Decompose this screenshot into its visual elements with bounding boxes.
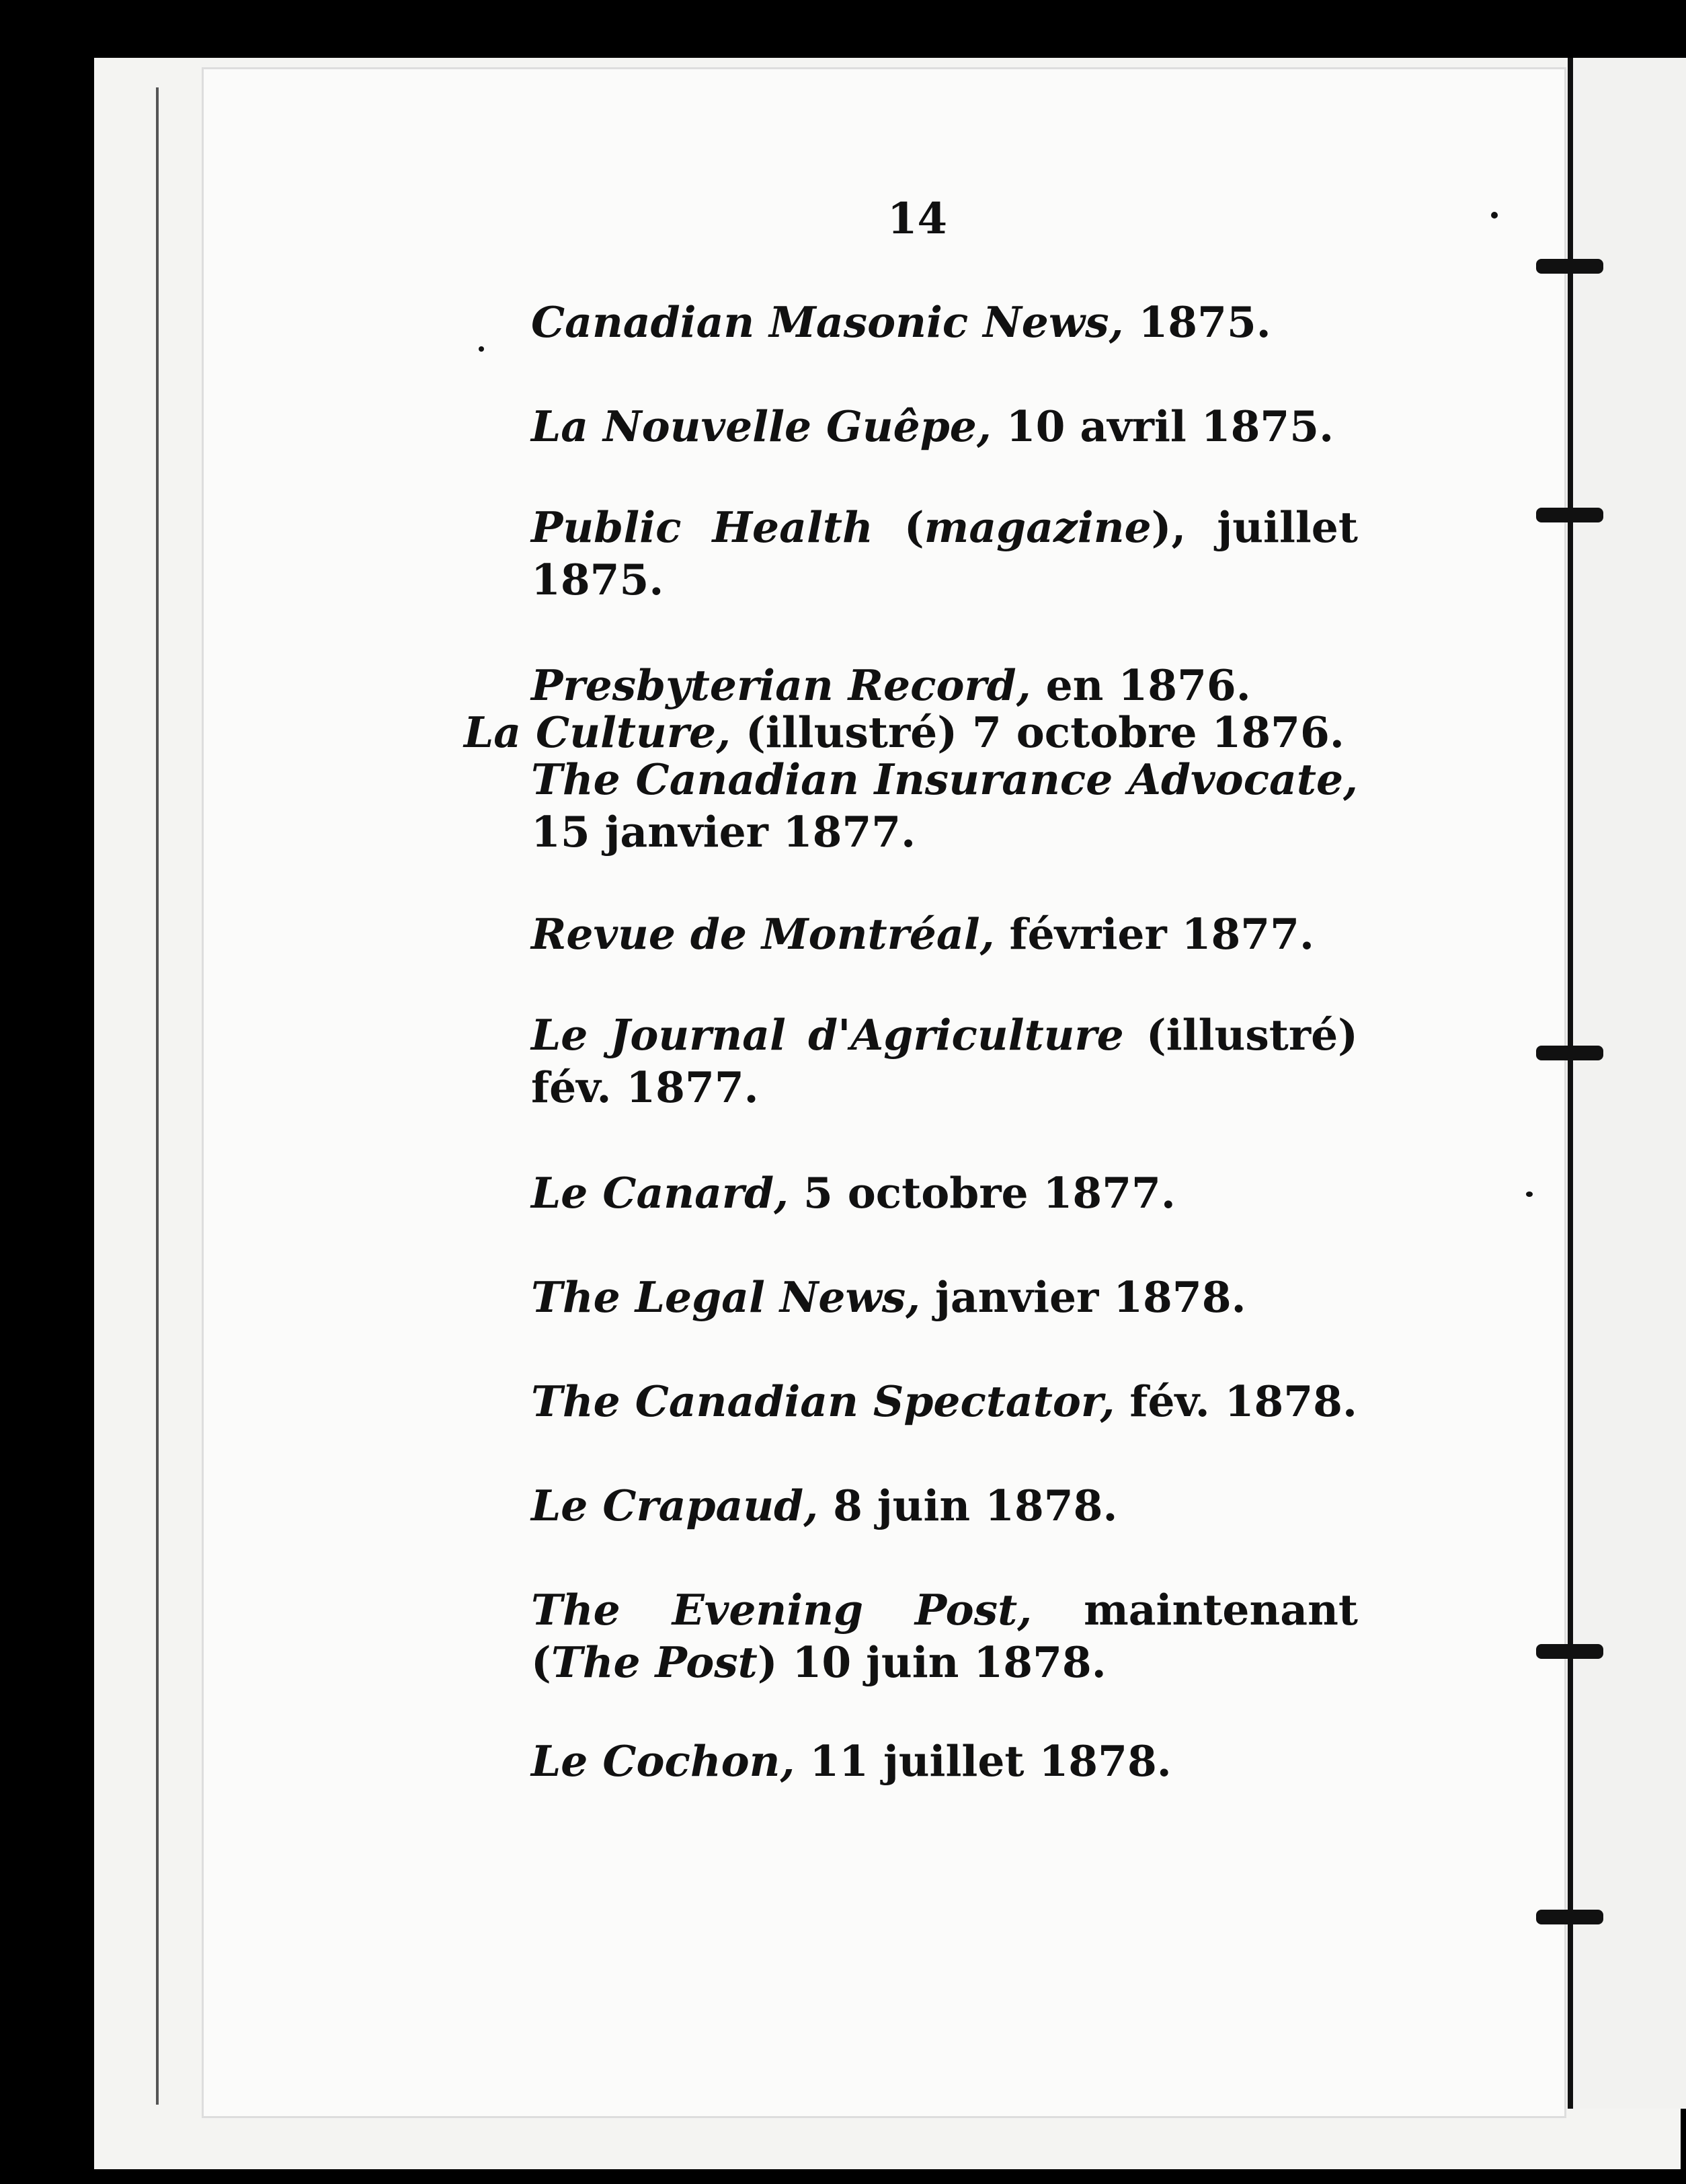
publication-date: fév. 1878. [1115, 1376, 1357, 1426]
list-item [464, 706, 1351, 758]
publication-date: ) 10 juin 1878. [757, 1637, 1107, 1687]
list-item [471, 1479, 1358, 1532]
list-item [471, 1009, 1358, 1114]
publication-title: La Nouvelle Guêpe, [531, 401, 992, 451]
list-item: Public Health (magazine), juillet 1875. [531, 502, 1358, 604]
publication-date: janvier 1878. [920, 1272, 1246, 1322]
publication-date: (illustré) 7 octobre 1876. [731, 707, 1344, 757]
publication-title: Public Health [531, 502, 873, 552]
binding-stitch [1536, 1644, 1603, 1659]
list-item [471, 296, 1358, 348]
publication-date: (illustré) fév. 1877. [531, 1010, 1358, 1112]
list-item [471, 753, 1358, 858]
page-number: 14 [887, 194, 948, 244]
publication-title: The Legal News, [531, 1272, 921, 1322]
binding-stitch [1536, 1046, 1603, 1060]
list-item [471, 400, 1358, 453]
list-item [471, 659, 1358, 711]
publication-date: 8 juin 1878. [818, 1481, 1118, 1530]
publication-title: Presbyterian Record, [531, 660, 1031, 710]
publication-title: Canadian Masonic News, [531, 297, 1124, 347]
publication-title: The Canadian Spectator, [531, 1376, 1115, 1426]
list-item [471, 1735, 1358, 1787]
publication-title: Le Canard, [531, 1168, 789, 1218]
list-item [471, 1167, 1358, 1219]
publication-date: 15 janvier 1877. [531, 807, 916, 857]
ink-speck [1491, 212, 1498, 219]
publication-title: Le Crapaud, [531, 1481, 819, 1530]
binding-stitch [1536, 259, 1603, 274]
publication-date: 1875. [1123, 297, 1271, 347]
publication-date: en 1876. [1031, 660, 1251, 710]
publication-title: Le Journal d'Agriculture [531, 1010, 1124, 1060]
publication-date: 11 juillet 1878. [795, 1736, 1172, 1786]
publication-title: La Culture, [464, 707, 731, 757]
publication-date: février 1877. [994, 909, 1314, 959]
left-border-line [156, 87, 159, 2105]
publication-date: 10 avril 1875. [991, 401, 1334, 451]
list-item: The Evening Post, maintenant (The Post) 10 juin 1878. [531, 1585, 1358, 1687]
publication-date: ), juillet 1875. [531, 502, 1358, 604]
binding-spine [1568, 58, 1573, 2109]
facing-page-edge [1580, 58, 1686, 2109]
publication-title: Revue de Montréal, [531, 909, 995, 959]
publication-title: The Canadian Insurance Advocate, [531, 754, 1358, 804]
publication-title: Le Cochon, [531, 1736, 795, 1786]
binding-stitch [1536, 508, 1603, 522]
binding-stitch [1536, 1910, 1603, 1924]
list-item [471, 908, 1358, 960]
publication-title: The Evening Post, [531, 1585, 1033, 1635]
list-item [471, 1271, 1358, 1323]
ink-speck [1526, 1192, 1533, 1197]
list-item [471, 1375, 1358, 1428]
publication-date: 5 octobre 1877. [789, 1168, 1176, 1218]
